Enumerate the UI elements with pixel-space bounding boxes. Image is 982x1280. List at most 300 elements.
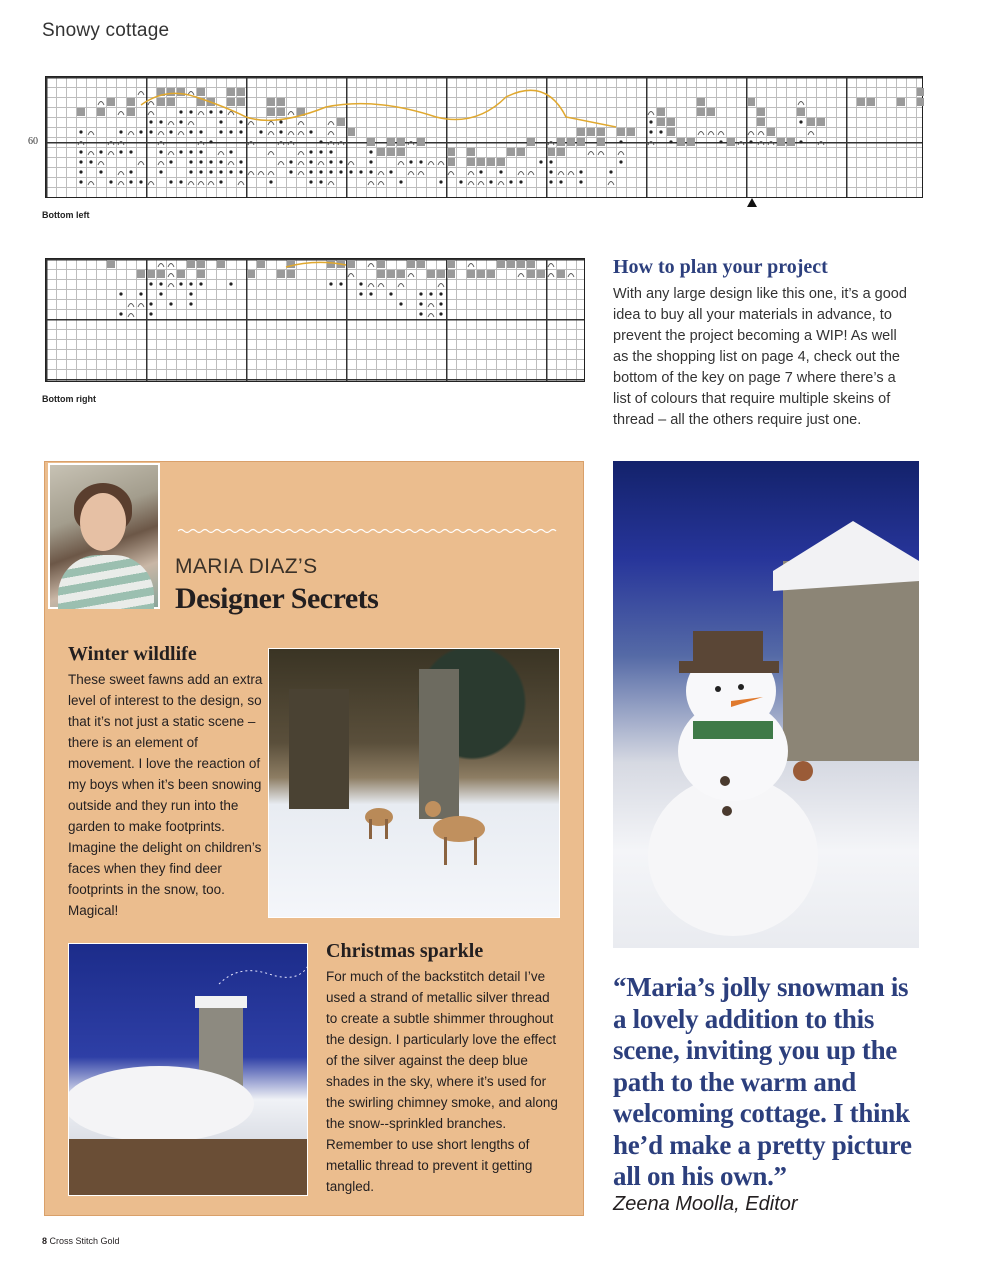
stitch-arch — [298, 162, 304, 166]
stitch-shaded — [807, 118, 815, 126]
stitch-dot — [149, 282, 152, 285]
stitch-dot — [419, 160, 422, 163]
stitch-dot — [339, 282, 342, 285]
stitch-arch — [158, 162, 164, 166]
stitch-shaded — [677, 138, 685, 146]
stitch-shaded — [127, 98, 135, 106]
stitch-arch — [588, 152, 594, 156]
stitch-dot — [169, 130, 172, 133]
stitch-dot — [189, 160, 192, 163]
stitch-dot — [79, 150, 82, 153]
stitch-arch — [168, 122, 174, 126]
stitch-dot — [79, 180, 82, 183]
stitch-shaded — [797, 108, 805, 116]
stitch-arch — [288, 142, 294, 146]
stitch-shaded — [517, 148, 525, 156]
stitch-shaded — [567, 138, 575, 146]
stitch-dot — [309, 160, 312, 163]
cottage-illustration — [69, 944, 307, 1195]
stitch-arch — [428, 314, 434, 318]
stitch-shaded — [397, 148, 405, 156]
stitch-arch — [518, 274, 524, 278]
stitch-arch — [258, 172, 264, 176]
stitch-dot — [519, 180, 522, 183]
stitch-dot — [189, 292, 192, 295]
stitch-dot — [79, 130, 82, 133]
stitch-shaded — [557, 138, 565, 146]
stitch-shaded — [467, 148, 475, 156]
stitch-arch — [598, 152, 604, 156]
stitch-arch — [558, 172, 564, 176]
wavy-divider — [178, 528, 560, 534]
stitch-shaded — [897, 98, 905, 106]
stitch-dot — [209, 110, 212, 113]
stitch-shaded — [447, 260, 455, 268]
stitch-dot — [219, 180, 222, 183]
stitch-arch — [298, 122, 304, 126]
stitch-arch — [268, 132, 274, 136]
stitch-shaded — [237, 88, 245, 96]
stitch-dot — [439, 312, 442, 315]
stitch-arch — [268, 122, 274, 126]
stitch-arch — [298, 132, 304, 136]
stitch-shaded — [337, 118, 345, 126]
stitch-dot — [229, 130, 232, 133]
stitch-dot — [649, 130, 652, 133]
stitch-shaded — [537, 270, 545, 278]
stitch-arch — [168, 264, 174, 268]
stitch-shaded — [157, 98, 165, 106]
stitch-dot — [109, 180, 112, 183]
stitch-dot — [329, 170, 332, 173]
stitch-dot — [119, 150, 122, 153]
stitch-shaded — [707, 108, 715, 116]
stitch-shaded — [437, 270, 445, 278]
winter-wildlife-heading: Winter wildlife — [68, 643, 197, 665]
stitch-arch — [398, 284, 404, 288]
designer-secrets-title: Designer Secrets — [175, 582, 379, 615]
plan-body: With any large design like this one, it’s a good idea to buy all your materials in advance, to prevent the project becoming a WIP! As well as the shopping list on page 4, check out the bottom of the key on page 7 where there’s a list of colours that require multiple skeins of thread – all the others require just one. — [613, 286, 907, 428]
stitch-shaded — [227, 88, 235, 96]
stitch-dot — [429, 292, 432, 295]
stitch-shaded — [127, 108, 135, 116]
stitch-arch — [468, 172, 474, 176]
stitch-arch — [188, 122, 194, 126]
stitch-shaded — [167, 88, 175, 96]
stitch-shaded — [467, 158, 475, 166]
portrait-body — [58, 555, 154, 609]
page-footer — [42, 1236, 120, 1246]
stitch-arch — [378, 172, 384, 176]
stitch-arch — [128, 314, 134, 318]
stitch-arch — [548, 274, 554, 278]
stitch-arch — [228, 112, 234, 116]
stitch-arch — [118, 142, 124, 146]
stitch-shaded — [397, 138, 405, 146]
stitch-shaded — [387, 148, 395, 156]
triangle-up-icon — [747, 198, 757, 207]
stitch-shaded — [97, 108, 105, 116]
stitch-shaded — [507, 260, 515, 268]
stitch-arch — [88, 132, 94, 136]
stitch-dot — [169, 302, 172, 305]
stitch-arch — [118, 172, 124, 176]
stitch-dot — [189, 130, 192, 133]
stitch-dot — [619, 140, 622, 143]
stitch-shaded — [787, 138, 795, 146]
stitch-shaded — [107, 260, 115, 268]
stitch-arch — [78, 142, 84, 146]
stitch-arch — [418, 172, 424, 176]
stitch-dot — [119, 312, 122, 315]
stitch-shaded — [517, 260, 525, 268]
stitch-shaded — [587, 128, 595, 136]
stitch-dot — [659, 130, 662, 133]
stitch-shaded — [557, 148, 565, 156]
fawns-stitch-photo — [268, 648, 560, 918]
stitch-dot — [199, 170, 202, 173]
stitch-dot — [219, 110, 222, 113]
stitch-dot — [139, 130, 142, 133]
stitch-dot — [749, 140, 752, 143]
stitch-shaded — [267, 108, 275, 116]
stitch-arch — [288, 112, 294, 116]
stitch-dot — [149, 130, 152, 133]
stitch-dot — [199, 282, 202, 285]
stitch-shaded — [667, 118, 675, 126]
stitch-dot — [219, 160, 222, 163]
stitch-dot — [399, 180, 402, 183]
stitch-arch — [648, 112, 654, 116]
stitch-dot — [189, 282, 192, 285]
stitch-dot — [129, 150, 132, 153]
stitch-dot — [799, 120, 802, 123]
stitch-dot — [159, 170, 162, 173]
stitch-arch — [548, 264, 554, 268]
stitch-dot — [149, 120, 152, 123]
stitch-arch — [88, 152, 94, 156]
stitch-shaded — [417, 138, 425, 146]
stitch-dot — [609, 170, 612, 173]
stitch-shaded — [817, 118, 825, 126]
stitch-dot — [799, 140, 802, 143]
stitch-dot — [319, 150, 322, 153]
stitch-arch — [348, 274, 354, 278]
stitch-shaded — [467, 270, 475, 278]
stitch-dot — [319, 180, 322, 183]
stitch-arch — [168, 152, 174, 156]
stitch-shaded — [547, 148, 555, 156]
stitch-dot — [649, 120, 652, 123]
stitch-arch — [438, 284, 444, 288]
stitch-dot — [419, 292, 422, 295]
stitch-shaded — [527, 260, 535, 268]
winter-wildlife-body: These sweet fawns add an extra level of interest to the design, so that it’s not just a static scene – there is an element of movement. I love the reaction of my boys when it’s been snowing outside and they run into the garden to make footprints. Imagine the delight on children’s faces when they find deer footprints in the snow, too. Magical! — [68, 672, 263, 918]
stitch-shaded — [857, 98, 865, 106]
stitch-arch — [768, 142, 774, 146]
stitch-shaded — [407, 260, 415, 268]
stitch-shaded — [497, 158, 505, 166]
stitch-shaded — [917, 88, 924, 96]
stitch-dot — [399, 302, 402, 305]
stitch-dot — [439, 292, 442, 295]
stitch-arch — [158, 264, 164, 268]
snowman-illustration — [613, 461, 919, 948]
stitch-shaded — [477, 158, 485, 166]
stitch-shaded — [197, 260, 205, 268]
stitch-arch — [528, 172, 534, 176]
stitch-arch — [178, 132, 184, 136]
stitch-arch — [158, 132, 164, 136]
page-title: Snowy cottage — [42, 20, 170, 41]
stitch-arch — [548, 142, 554, 146]
stitch-dot — [389, 292, 392, 295]
stitch-shaded — [397, 270, 405, 278]
stitch-dot — [139, 292, 142, 295]
stitch-arch — [108, 142, 114, 146]
stitch-shaded — [257, 260, 265, 268]
stitch-arch — [408, 142, 414, 146]
stitch-shaded — [367, 138, 375, 146]
stitch-dot — [199, 150, 202, 153]
stitch-arch — [368, 264, 374, 268]
plan-heading: How to plan your project — [613, 256, 828, 278]
quote-attribution: Zeena Moolla, Editor — [613, 1193, 798, 1215]
stitch-arch — [378, 284, 384, 288]
stitch-arch — [228, 162, 234, 166]
stitch-shaded — [147, 270, 155, 278]
stitch-dot — [99, 170, 102, 173]
stitch-dot — [219, 120, 222, 123]
stitch-dot — [489, 180, 492, 183]
cottage-chimney-stitch-photo — [68, 943, 308, 1196]
stitch-shaded — [177, 270, 185, 278]
stitch-arch — [698, 132, 704, 136]
stitch-arch — [138, 304, 144, 308]
stitch-dot — [309, 150, 312, 153]
stitch-shaded — [697, 98, 705, 106]
stitch-dot — [359, 282, 362, 285]
chart-row-number: 60 — [28, 136, 38, 147]
stitch-shaded — [347, 128, 355, 136]
stitch-dot — [79, 170, 82, 173]
stitch-dot — [229, 150, 232, 153]
stitch-dot — [439, 302, 442, 305]
stitch-dot — [229, 170, 232, 173]
stitch-arch — [738, 142, 744, 146]
stitch-shaded — [227, 98, 235, 106]
stitch-arch — [758, 132, 764, 136]
stitch-dot — [219, 170, 222, 173]
stitch-arch — [208, 182, 214, 186]
stitch-dot — [189, 110, 192, 113]
snowman-stitch-photo — [613, 461, 919, 948]
designer-portrait-photo — [48, 463, 160, 609]
stitch-shaded — [577, 138, 585, 146]
chart-symbols-bottom-left — [46, 77, 924, 199]
stitch-dot — [669, 140, 672, 143]
editor-quote: “Maria’s jolly snowman is a lovely addition to this scene, inviting you up the path to the warm and welcoming cottage. I think he’d make a pretty picture all on his own.” — [613, 972, 912, 1191]
stitch-arch — [188, 182, 194, 186]
stitch-arch — [248, 172, 254, 176]
stitch-arch — [168, 274, 174, 278]
stitch-dot — [409, 160, 412, 163]
stitch-dot — [129, 180, 132, 183]
stitch-shaded — [157, 270, 165, 278]
stitch-dot — [369, 150, 372, 153]
stitch-arch — [468, 264, 474, 268]
stitch-dot — [189, 150, 192, 153]
stitch-arch — [428, 162, 434, 166]
christmas-sparkle-body: For much of the backstitch detail I’ve used a strand of metallic silver thread to create a subtle shimmer throughout the design. I particularly love the effect of the silver against the deep blue shades in the sky, where it’s used for the swirling chimney smoke, and along the snow--sprinkled branches. Remember to use short lengths of metallic thread to prevent it getting tangled. — [326, 969, 558, 1194]
stitch-dot — [339, 170, 342, 173]
page-number: 8 — [42, 1236, 48, 1246]
stitch-arch — [168, 284, 174, 288]
stitch-arch — [108, 152, 114, 156]
stitch-dot — [179, 120, 182, 123]
stitch-dot — [479, 170, 482, 173]
stitch-arch — [748, 132, 754, 136]
stitch-arch — [88, 182, 94, 186]
stitch-arch — [298, 152, 304, 156]
stitch-shaded — [757, 118, 765, 126]
stitch-arch — [128, 132, 134, 136]
stitch-dot — [209, 170, 212, 173]
stitch-arch — [408, 172, 414, 176]
stitch-arch — [98, 162, 104, 166]
stitch-dot — [239, 170, 242, 173]
stitch-dot — [549, 180, 552, 183]
stitch-shaded — [487, 270, 495, 278]
stitch-dot — [549, 170, 552, 173]
stitch-shaded — [657, 118, 665, 126]
stitch-arch — [198, 182, 204, 186]
stitch-arch — [618, 152, 624, 156]
stitch-arch — [368, 182, 374, 186]
fawn-illustration — [269, 649, 559, 917]
stitch-shaded — [687, 138, 695, 146]
stitch-arch — [158, 142, 164, 146]
stitch-shaded — [747, 98, 755, 106]
stitch-dot — [239, 160, 242, 163]
chart-symbols-bottom-right — [46, 259, 586, 383]
stitch-shaded — [667, 128, 675, 136]
stitch-shaded — [187, 260, 195, 268]
stitch-arch — [378, 182, 384, 186]
stitch-arch — [448, 172, 454, 176]
stitch-dot — [309, 170, 312, 173]
stitch-dot — [159, 292, 162, 295]
stitch-arch — [478, 182, 484, 186]
stitch-dot — [159, 150, 162, 153]
stitch-arch — [758, 142, 764, 146]
stitch-dot — [319, 170, 322, 173]
stitch-shaded — [377, 270, 385, 278]
stitch-arch — [398, 162, 404, 166]
stitch-shaded — [577, 128, 585, 136]
stitch-arch — [368, 284, 374, 288]
stitch-arch — [428, 304, 434, 308]
stitch-shaded — [777, 138, 785, 146]
stitch-shaded — [757, 108, 765, 116]
stitch-dot — [419, 312, 422, 315]
stitch-dot — [279, 130, 282, 133]
stitch-dot — [269, 180, 272, 183]
stitch-dot — [289, 170, 292, 173]
stitch-arch — [288, 132, 294, 136]
stitch-shaded — [427, 270, 435, 278]
stitch-shaded — [917, 98, 924, 106]
stitch-arch — [348, 162, 354, 166]
stitch-dot — [179, 150, 182, 153]
stitch-dot — [359, 292, 362, 295]
stitch-dot — [209, 160, 212, 163]
stitch-shaded — [217, 260, 225, 268]
stitch-dot — [369, 170, 372, 173]
stitch-dot — [219, 130, 222, 133]
stitch-shaded — [197, 88, 205, 96]
stitch-dot — [329, 282, 332, 285]
stitch-dot — [79, 160, 82, 163]
stitch-shaded — [277, 270, 285, 278]
chart-grid-bottom-left — [45, 76, 923, 198]
stitch-dot — [579, 170, 582, 173]
stitch-dot — [549, 160, 552, 163]
stitch-arch — [238, 182, 244, 186]
stitch-shaded — [627, 128, 635, 136]
stitch-arch — [518, 172, 524, 176]
stitch-shaded — [347, 260, 355, 268]
portrait-face — [80, 493, 126, 551]
stitch-dot — [339, 160, 342, 163]
stitch-shaded — [267, 98, 275, 106]
stitch-arch — [568, 172, 574, 176]
chart-grid-bottom-right — [45, 258, 585, 382]
stitch-dot — [239, 120, 242, 123]
stitch-arch — [118, 182, 124, 186]
stitch-dot — [239, 130, 242, 133]
stitch-dot — [559, 180, 562, 183]
stitch-dot — [209, 140, 212, 143]
stitch-arch — [608, 182, 614, 186]
stitch-arch — [498, 182, 504, 186]
stitch-arch — [818, 142, 824, 146]
stitch-arch — [328, 132, 334, 136]
stitch-arch — [338, 142, 344, 146]
stitch-shaded — [617, 128, 625, 136]
stitch-arch — [138, 162, 144, 166]
stitch-dot — [169, 160, 172, 163]
stitch-shaded — [377, 148, 385, 156]
stitch-arch — [568, 274, 574, 278]
stitch-arch — [328, 182, 334, 186]
stitch-dot — [129, 170, 132, 173]
stitch-arch — [328, 142, 334, 146]
stitch-shaded — [387, 138, 395, 146]
stitch-arch — [708, 132, 714, 136]
stitch-shaded — [377, 260, 385, 268]
stitch-dot — [369, 160, 372, 163]
stitch-dot — [509, 180, 512, 183]
stitch-arch — [148, 112, 154, 116]
chart-label-bottom-left: Bottom left — [42, 210, 90, 220]
stitch-dot — [189, 170, 192, 173]
stitch-shaded — [767, 128, 775, 136]
stitch-shaded — [867, 98, 875, 106]
stitch-arch — [278, 142, 284, 146]
stitch-dot — [159, 282, 162, 285]
stitch-shaded — [417, 260, 425, 268]
